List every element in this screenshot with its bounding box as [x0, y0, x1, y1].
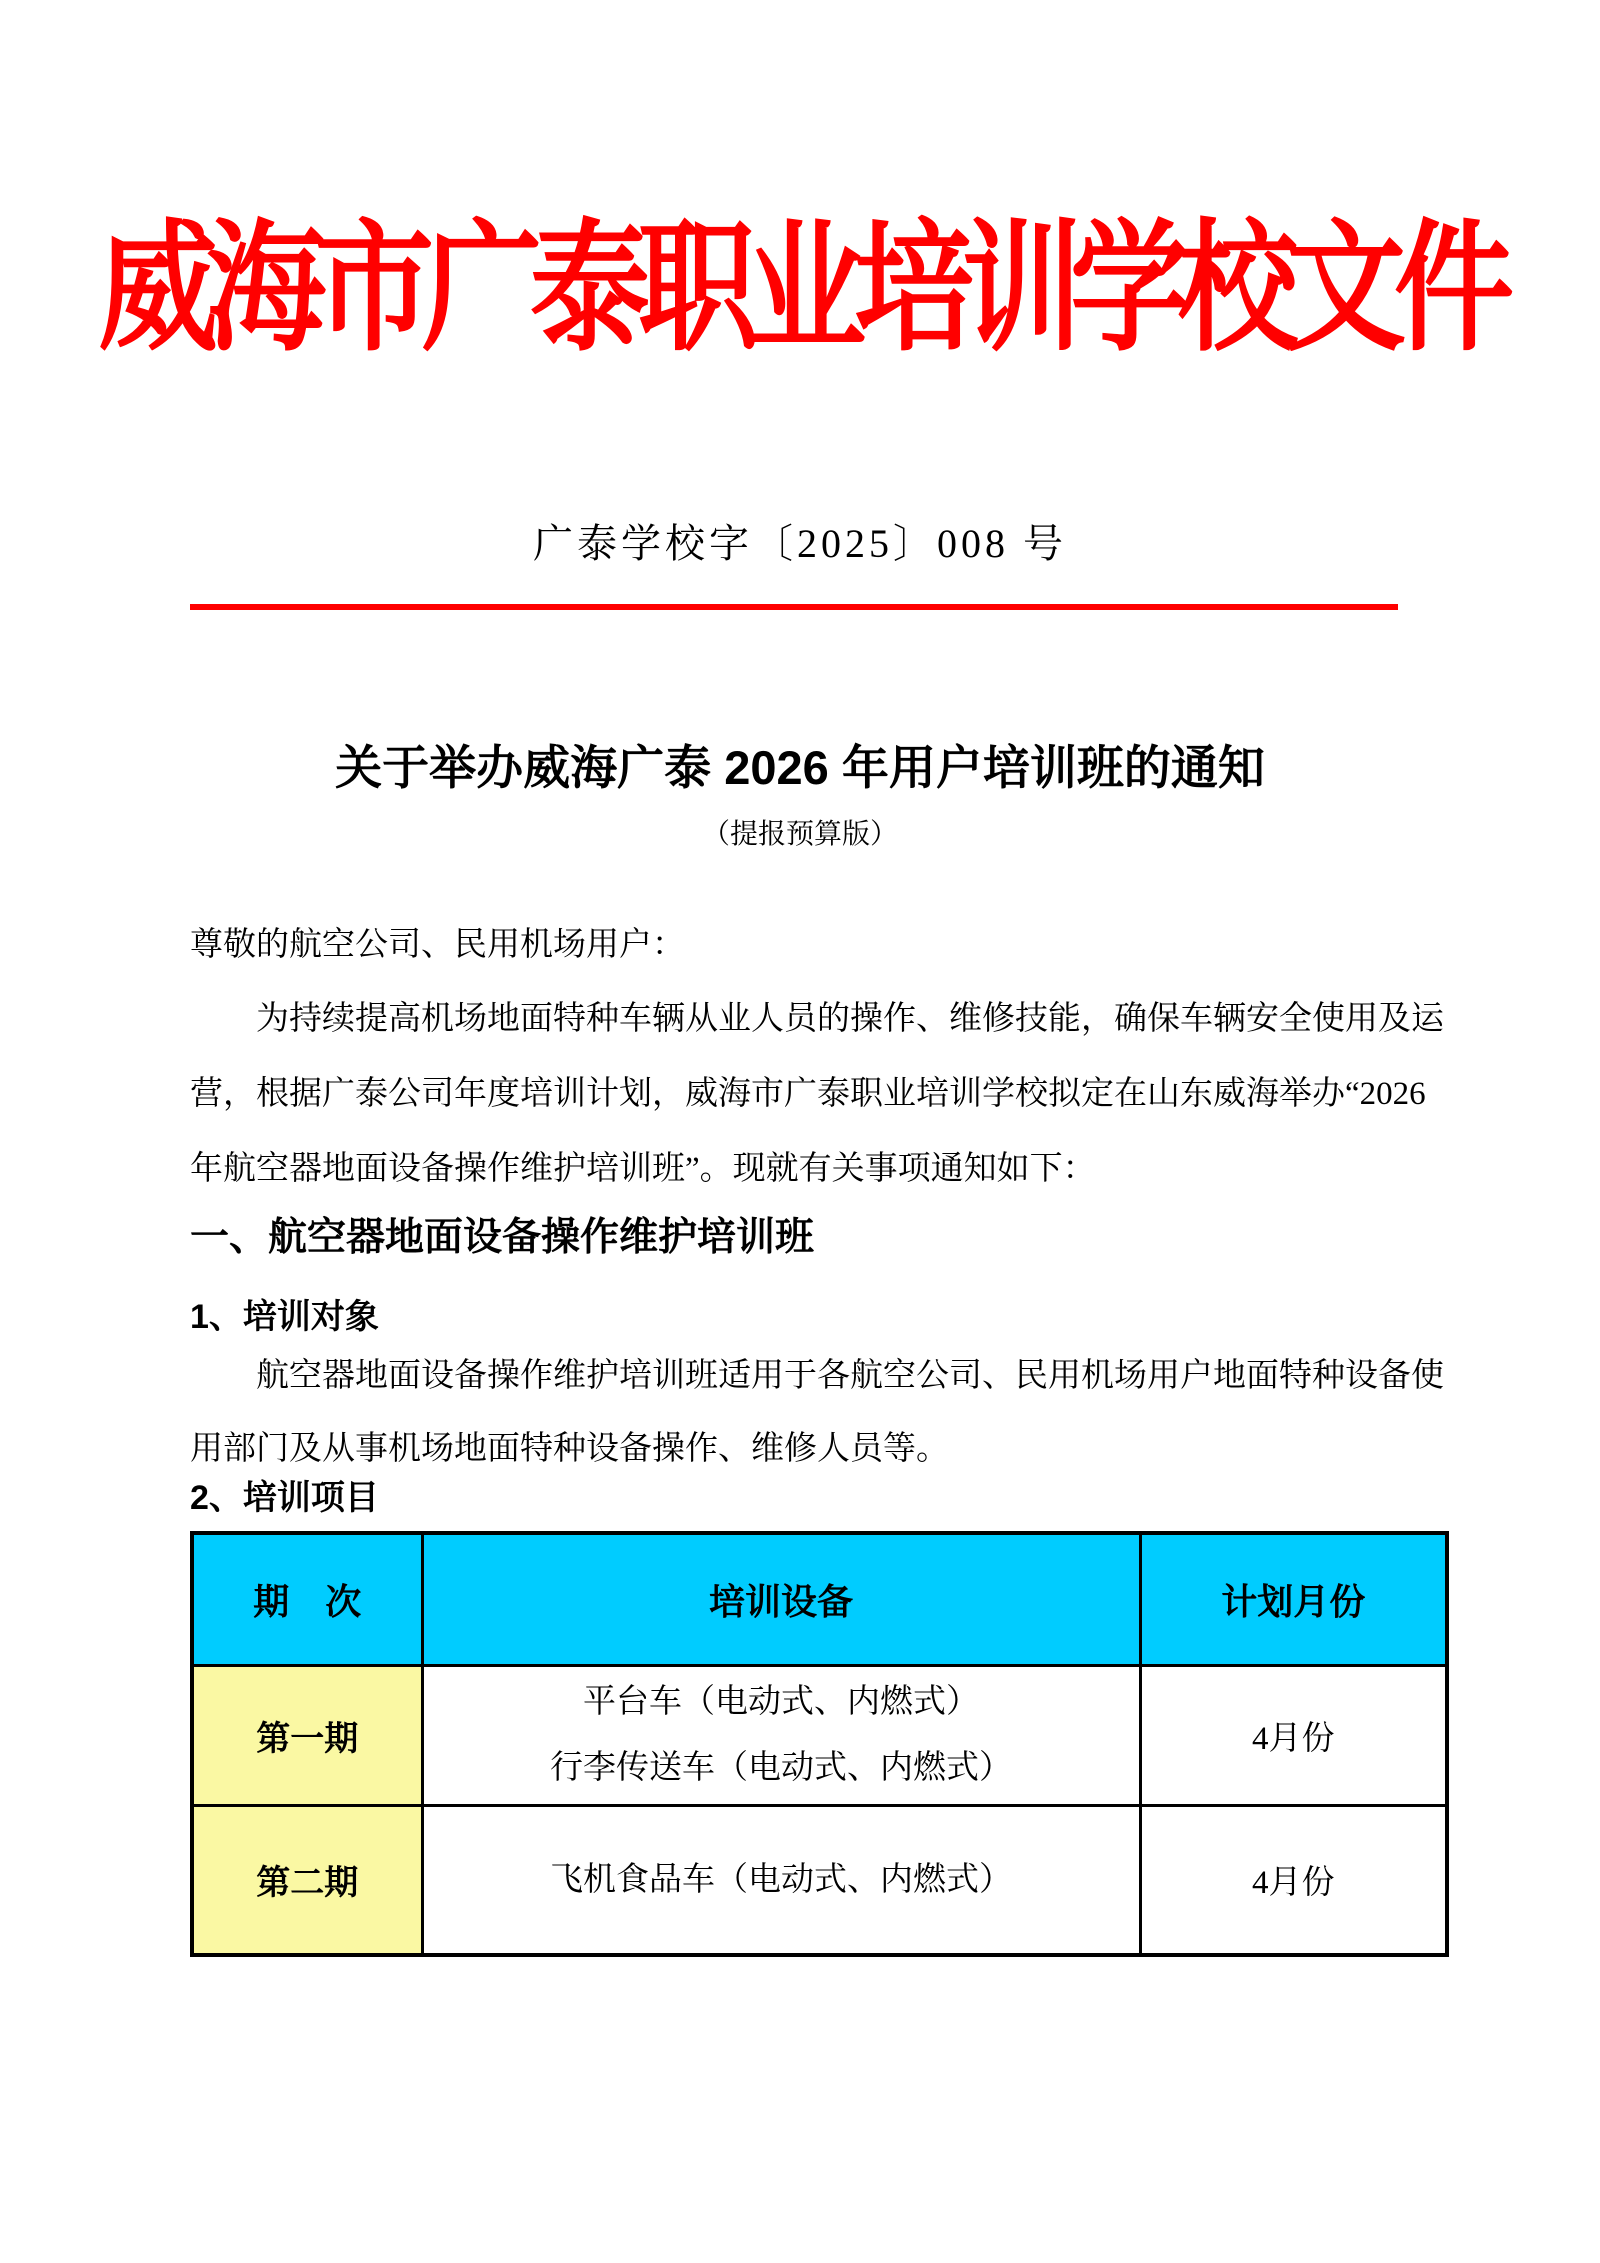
- intro-line-1: 为持续提高机场地面特种车辆从业人员的操作、维修技能，确保车辆安全使用及运: [256, 1001, 1444, 1037]
- training-target-line-1: 航空器地面设备操作维护培训班适用于各航空公司、民用机场用户地面特种设备使: [256, 1358, 1444, 1394]
- month-cell: 4月份: [1140, 1805, 1447, 1955]
- notice-subtitle: （提报预算版）: [701, 819, 898, 850]
- section1-heading: 一、航空器地面设备操作维护培训班: [190, 1216, 815, 1259]
- intro-paragraph: [190, 982, 1442, 1207]
- col-header-month: 计划月份: [1140, 1533, 1447, 1665]
- col-header-equipment: 培训设备: [422, 1533, 1140, 1665]
- table-header-row: [192, 1533, 1447, 1665]
- equipment-cell: [422, 1805, 1140, 1955]
- equipment-line: 平台车（电动式、内燃式）: [583, 1684, 979, 1720]
- training-target-paragraph: [190, 1340, 1442, 1486]
- document-number: 广泰学校字〔2025〕008 号: [533, 521, 1067, 566]
- intro-line-2: 营，根据广泰公司年度培训计划，威海市广泰职业培训学校拟定在山东威海举办“2026: [190, 1076, 1426, 1112]
- intro-line-3: 年航空器地面设备操作维护培训班”。现就有关事项通知如下：: [190, 1151, 1096, 1187]
- period-cell: 第二期: [192, 1805, 422, 1955]
- table-row: [192, 1665, 1447, 1805]
- greeting-line: 尊敬的航空公司、民用机场用户：: [190, 927, 685, 963]
- red-divider-line: [190, 604, 1398, 610]
- notice-title: 关于举办威海广泰 2026 年用户培训班的通知: [335, 741, 1265, 794]
- training-target-line-2: 用部门及从事机场地面特种设备操作、维修人员等。: [190, 1431, 949, 1467]
- equipment-line: 飞机食品车（电动式、内燃式）: [550, 1861, 1012, 1898]
- table-row: [192, 1805, 1447, 1955]
- period-cell: 第一期: [192, 1665, 422, 1805]
- red-letterhead-title: 威海市广泰职业培训学校文件: [98, 210, 1502, 368]
- training-target-heading: 1、培训对象: [190, 1298, 379, 1336]
- equipment-line: 行李传送车（电动式、内燃式）: [550, 1750, 1012, 1786]
- training-items-heading: 2、培训项目: [190, 1479, 379, 1517]
- month-cell: 4月份: [1140, 1665, 1447, 1805]
- training-schedule-table: [190, 1531, 1449, 1957]
- col-header-period: 期 次: [192, 1533, 422, 1665]
- equipment-cell: [422, 1665, 1140, 1805]
